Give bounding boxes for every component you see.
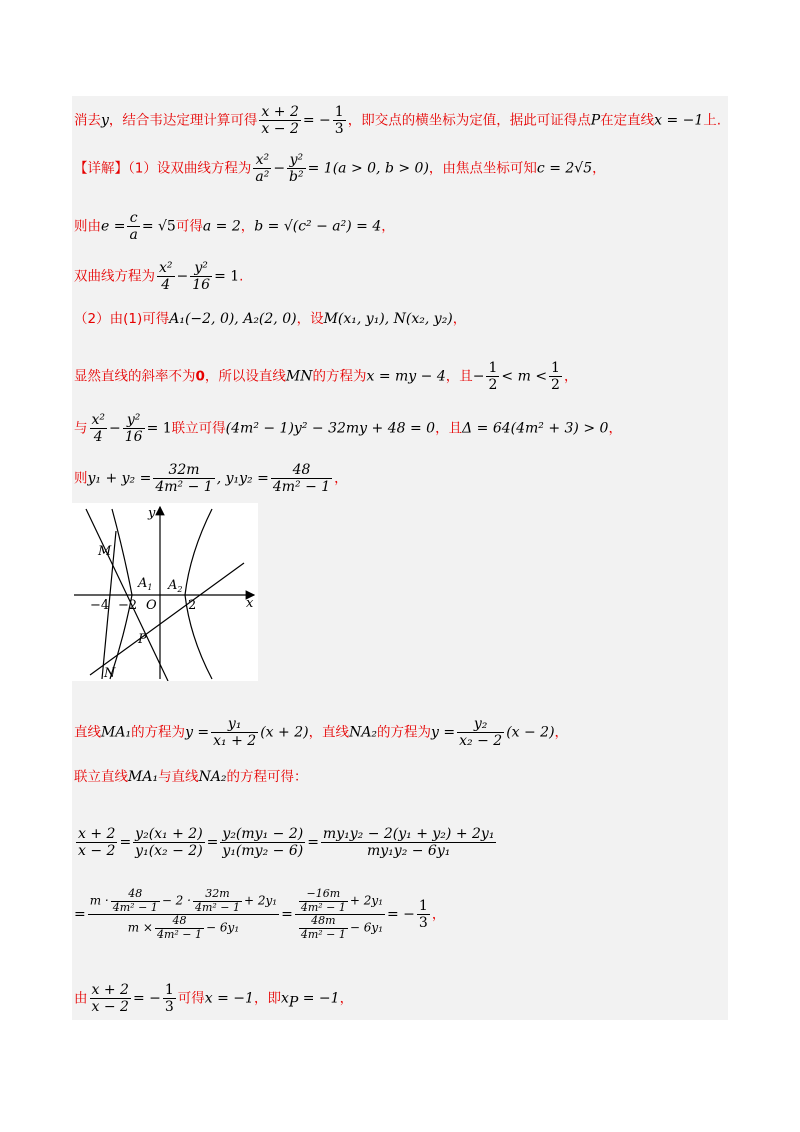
- tick-minus2: −2: [118, 598, 138, 613]
- line-4: 双曲线方程为 $\frac{\text{x²}}{4}$ − $\frac{\text{y²}}{16}$ = 1.: [74, 260, 244, 294]
- line-NA2: [90, 563, 244, 675]
- text: ，所以设直线: [204, 368, 286, 385]
- fraction: $\frac{1}{3}$: [164, 982, 174, 1016]
- hyperbola-figure: [72, 503, 258, 681]
- math: b = √(c² − a²) = 4: [254, 218, 382, 235]
- fraction: $\frac{1}{2}$: [488, 360, 498, 394]
- origin-label: O: [146, 598, 157, 613]
- line-12: = m · $\frac{48}{\text{4m² − 1}}$ − 2 · $\frac{32m}{\text{4m² − 1}}$ + 2y₁ m × $\frac{48}{\text{4m² − 1}}$ − 6y₁ = $\frac{-16m}{\text{4m² − 1}}$ + 2y₁ $\frac{48m}{\text{4m² − 1}}$ − 6y₁ = − $\frac{1}{3}$ ，: [74, 887, 446, 941]
- math: e =: [101, 218, 126, 235]
- math-y: y: [101, 112, 109, 129]
- text: 显然直线的斜率不为: [74, 368, 196, 385]
- line-13: 由 $\frac{x + 2}{x - 2}$ = − $\frac{1}{3}$ 可得x = −1，即$x_P = -1$，: [74, 982, 354, 1016]
- math: = −: [302, 112, 331, 129]
- text: 则: [74, 470, 88, 487]
- text: ，设: [296, 311, 324, 327]
- math: M(x₁, y₁), N(x₂, y₂): [323, 311, 453, 327]
- math: Δ = 64(4m² + 3) > 0: [462, 420, 609, 437]
- fraction: $\frac{-16m}{\text{4m² − 1}}$ + 2y₁ $\frac{48m}{\text{4m² − 1}}$ − 6y₁: [295, 888, 385, 942]
- math: = √5: [141, 218, 176, 235]
- line-2: 【详解】（1）设双曲线方程为 $\frac{\text{x²}}{\text{a²}}$ − $\frac{\text{y²}}{\text{b²}}$ = 1(a > 0, b > 0)，由焦点坐标可知c = 2√5，: [74, 152, 606, 186]
- line-7: 与 $\frac{\text{x²}}{4}$ − $\frac{\text{y²}}{16}$ = 1联立可得(4m² − 1)y² − 32my + 48 = 0，且Δ = 64(4m² + 3) > 0，: [74, 412, 622, 446]
- text: （2）由(1)可得: [74, 311, 170, 327]
- math: x = −1: [654, 112, 704, 129]
- text: 可得: [177, 990, 205, 1007]
- text: 在定直线: [600, 112, 655, 129]
- figure-svg: [72, 503, 258, 681]
- fraction: $\frac{\text{x²}}{4}$: [159, 260, 173, 294]
- fraction: $\frac{\text{y²}}{16}$: [192, 260, 211, 294]
- math: x = my − 4: [366, 368, 446, 385]
- text: 由: [74, 990, 88, 1007]
- fraction: $\frac{c}{a}$: [129, 210, 138, 244]
- math: a = 2: [202, 218, 241, 235]
- point-M-label: M: [98, 544, 112, 559]
- math: c = 2√5: [536, 160, 593, 177]
- line-11: $\frac{x + 2}{x - 2}$ = $\frac{\text{y₂(x₁ + 2)}}{\text{y₁(x₂ − 2)}}$ = $\frac{\text{y₂(my₁ − 2)}}{\text{y₁(my₂ − 6)}}$ = $\frac{\text{my₁y₂ − 2(y₁ + y₂) + 2y₁}}{\text{my₁y₂ − 6y₁}}$: [78, 826, 495, 860]
- fraction: $\frac{\text{x²}}{4}$: [91, 412, 106, 446]
- fraction: $\frac{\text{my₁y₂ − 2(y₁ + y₂) + 2y₁}}{\text{my₁y₂ − 6y₁}}$: [322, 826, 495, 860]
- fraction: $\frac{48}{\text{4m² − 1}}$: [272, 462, 331, 496]
- point-A1-label: $A_1$: [138, 576, 153, 592]
- text: 的方程可得：: [226, 769, 308, 785]
- tick-minus4: −4: [90, 598, 110, 613]
- math: A₁(−2, 0), A₂(2, 0): [169, 311, 297, 327]
- math-MN: MN: [285, 368, 313, 385]
- text: 联立可得: [171, 420, 226, 437]
- fraction: $\frac{1}{2}$: [551, 360, 560, 394]
- fraction: $\frac{32m}{\text{4m² − 1}}$: [155, 462, 213, 496]
- text: 的方程为: [131, 724, 186, 741]
- text: 消去: [74, 112, 101, 129]
- fraction: $\frac{x + 2}{x - 2}$: [261, 104, 299, 138]
- point-A2-label: $A_2$: [168, 578, 183, 594]
- fraction: m · $\frac{48}{\text{4m² − 1}}$ − 2 · $\frac{32m}{\text{4m² − 1}}$ + 2y₁ m × $\frac{48}{\text{4m² − 1}}$ − 6y₁: [89, 887, 278, 941]
- text: 与直线: [158, 769, 199, 785]
- text: ，由焦点坐标可知: [428, 160, 537, 177]
- line-5: （2）由(1)可得A₁(−2, 0), A₂(2, 0)，设M(x₁, y₁), N(x₂, y₂)，: [74, 311, 467, 327]
- math: = 1: [214, 268, 240, 285]
- line-8: 则y₁ + y₂ = $\frac{32m}{\text{4m² − 1}}$ , y₁y₂ = $\frac{48}{\text{4m² − 1}}$ ，: [74, 462, 348, 496]
- fraction: $\frac{1}{3}$: [418, 898, 428, 932]
- math: = 1(a > 0, b > 0): [307, 160, 429, 177]
- hyperbola-left-branch: [110, 509, 132, 679]
- fraction: $\frac{\text{y²}}{\text{b²}}$: [289, 152, 304, 186]
- text: 可得: [175, 218, 203, 235]
- text: ，直线: [308, 724, 350, 741]
- text: 联立直线: [74, 769, 128, 785]
- text: 直线: [74, 724, 101, 741]
- x-label: x: [246, 596, 254, 611]
- text: 的方程为: [312, 368, 367, 385]
- text: 则由: [74, 218, 101, 235]
- text: ，结合韦达定理计算可得: [108, 112, 258, 129]
- point-P-label: P: [138, 632, 147, 647]
- text: （1）设双曲线方程为: [128, 160, 252, 177]
- detail-tag: 【详解】: [74, 160, 128, 177]
- fraction: $\frac{\text{y₂(x₁ + 2)}}{\text{y₁(x₂ − 2)}}$: [135, 826, 203, 860]
- text: ，即交点的横坐标为定值，据此可证得点: [347, 112, 591, 129]
- fraction: $\frac{\text{x²}}{\text{a²}}$: [255, 152, 270, 186]
- line-6: 显然直线的斜率不为0，所以设直线MN的方程为x = my − 4，且− $\frac{1}{2}$ < m < $\frac{1}{2}$ ，: [74, 360, 578, 394]
- fraction: $\frac{x + 2}{x - 2}$: [78, 826, 116, 860]
- text: ，即: [253, 990, 281, 1007]
- text: ，且: [435, 420, 463, 437]
- fraction: $\frac{\text{y²}}{16}$: [124, 412, 143, 446]
- line-3: 则由e = $\frac{c}{a}$ = √5可得a = 2，b = √(c² − a²) = 4，: [74, 210, 395, 244]
- line-1: [74, 104, 721, 137]
- text: 上.: [703, 112, 722, 129]
- fraction: $\frac{\text{y₁}}{\text{x₁ + 2}}$: [213, 716, 257, 750]
- text: ，且: [445, 368, 473, 385]
- fraction: $\frac{\text{y₂(my₁ − 2)}}{\text{y₁(my₂ − 6)}}$: [222, 826, 304, 860]
- tick-2: 2: [188, 598, 197, 613]
- text: 的方程为: [377, 724, 432, 741]
- text: 双曲线方程为: [74, 268, 155, 285]
- y-label: y: [148, 506, 156, 521]
- line-9: 直线MA₁的方程为y = $\frac{\text{y₁}}{\text{x₁ + 2}}$ (x + 2)，直线NA₂的方程为y = $\frac{\text{y₂}}{\text{x₂ − 2}}$ (x − 2)，: [74, 716, 569, 750]
- point-N-label: N: [104, 666, 116, 681]
- math-P: P: [590, 112, 601, 129]
- fraction: $\frac{\text{y₂}}{\text{x₂ − 2}}$: [459, 716, 503, 750]
- fraction: $\frac{1}{3}$: [334, 104, 344, 138]
- hyperbola-right-branch: [185, 509, 212, 679]
- line-10: 联立直线MA₁与直线NA₂的方程可得：: [74, 769, 308, 785]
- fraction: $\frac{x + 2}{x - 2}$: [91, 982, 129, 1016]
- math: (4m² − 1)y² − 32my + 48 = 0: [225, 420, 436, 437]
- text: 与: [74, 420, 88, 437]
